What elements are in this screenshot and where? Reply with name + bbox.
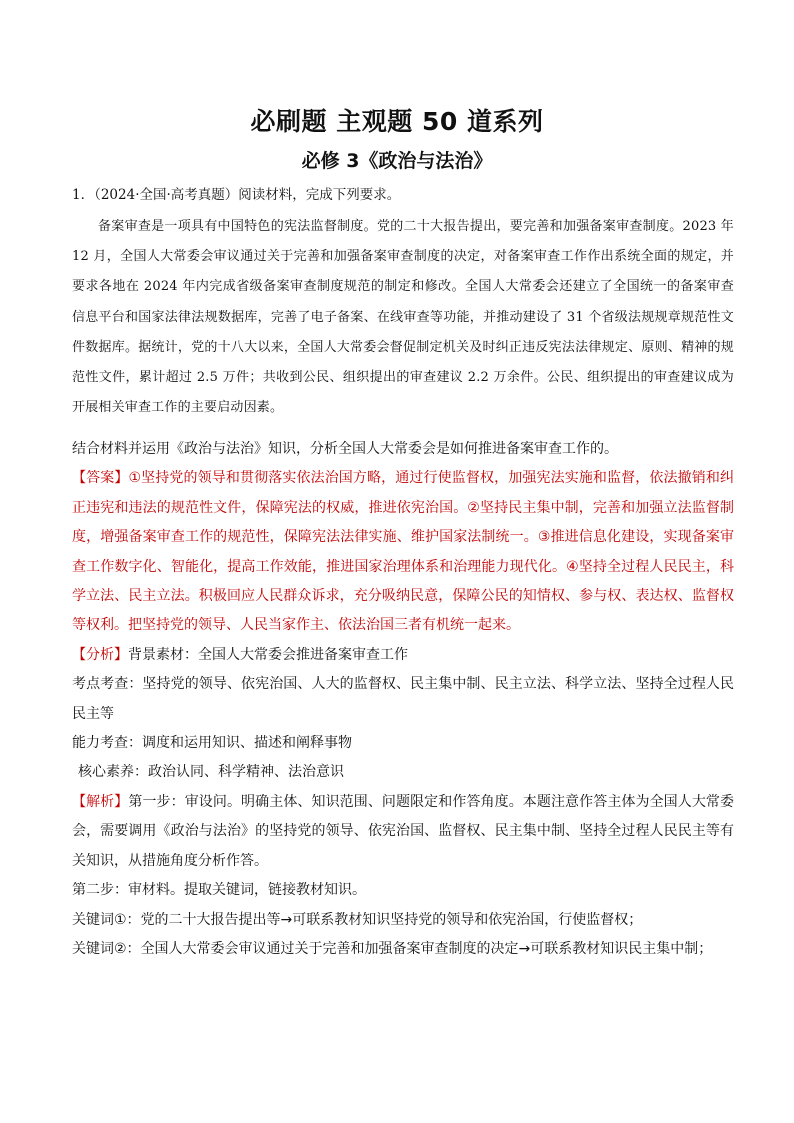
analysis-ability: 能力考查：调度和运用知识、描述和阐释事物 — [72, 735, 352, 752]
question-heading: 1．（2024·全国·高考真题）阅读材料，完成下列要求。 — [72, 187, 401, 203]
keyword-2-label: 关键词②： — [72, 940, 141, 957]
analysis-background: 背景素材：全国人大常委会推进备案审查工作 — [128, 646, 408, 663]
question-material: 备案审查是一项具有中国特色的宪法监督制度。党的二十大报告提出，要完善和加强备案审查制度。2023 年 12 月，全国人大常委会审议通过关于完善和加强备案审查制度的决定，对备案审查工作作出系统全面的规定，并要求各地在 2024 年内完成省级备案审查制度规范的制定和修改。全国人大常委会还建立了全国统一的备案审查信息平台和国家法律法规数据库，完善了电子备案、在线审查等功能，并推动建设了 31 个省级法规规章规范性文件数据库。据统计，党的十八大以来，全国人大常委会督促制定机关及时纠正违反宪法法律规定、原则、精神的规范性文件，累计超过 2.5 万件；共收到公民、组织提出的审查建议 2.2 万余件。公民、组织提出的审查建议成为开展相关审查工作的主要启动因素。 — [72, 219, 734, 416]
answer-section — [72, 435, 734, 964]
explanation-tag: 【解析】 — [72, 793, 129, 810]
answer-text: ①坚持党的领导和贯彻落实依法治国方略，通过行使监督权，加强宪法实施和监督，依法撤销和纠正违宪和违法的规范性文件，保障宪法的权威，推进依宪治国。②坚持民主集中制，完善和加强立法监督制度，增强备案审查工作的规范性，保障宪法法律实施、维护国家法制统一。③推进信息化建设，实现备案审查工作数字化、智能化，提高工作效能，推进国家治理体系和治理能力现代化。④坚持全过程人民民主，科学立法、民主立法。积极回应人民群众诉求，充分吸纳民意，保障公民的知情权、参与权、表达权、监督权等权利。把坚持党的领导、人民当家作主、依法治国三者有机统一起来。 — [72, 470, 734, 634]
keyword-1-line — [72, 906, 734, 935]
keyword-1-text: 党的二十大报告提出等→可联系教材知识坚持党的领导和依宪治国，行使监督权； — [140, 911, 643, 928]
analysis-tag: 【分析】 — [72, 646, 128, 663]
explanation-step1-line — [72, 788, 734, 876]
page-subtitle: 必修 3《政治与法治》 — [301, 150, 493, 172]
question-prompt: 结合材料并运用《政治与法治》知识，分析全国人大常委会是如何推进备案审查工作的。 — [72, 441, 618, 457]
keyword-2-line — [72, 935, 734, 964]
analysis-literacy: 核心素养：政治认同、科学精神、法治意识 — [78, 764, 344, 781]
keyword-2-text: 全国人大常委会审议通过关于完善和加强备案审查制度的决定→可联系教材知识民主集中制； — [140, 940, 713, 957]
explanation-step2: 第二步：审材料。提取关键词，链接教材知识。 — [72, 882, 366, 899]
explanation-step1: 第一步：审设问。明确主体、知识范围、问题限定和作答角度。本题注意作答主体为全国人大常委会，需要调用《政治与法治》的坚持党的领导、依宪治国、监督权、民主集中制、坚持全过程人民民主等有关知识，从措施角度分析作答。 — [72, 793, 735, 869]
analysis-background-line — [72, 641, 734, 670]
analysis-points: 考点考查：坚持党的领导、依宪治国、人大的监督权、民主集中制、民主立法、科学立法、坚持全过程人民民主等 — [72, 676, 734, 722]
keyword-1-label: 关键词①： — [72, 911, 141, 928]
answer-paragraph — [72, 464, 734, 640]
page-title: 必刷题 主观题 50 道系列 — [250, 107, 544, 136]
answer-tag: 【答案】 — [72, 470, 129, 487]
